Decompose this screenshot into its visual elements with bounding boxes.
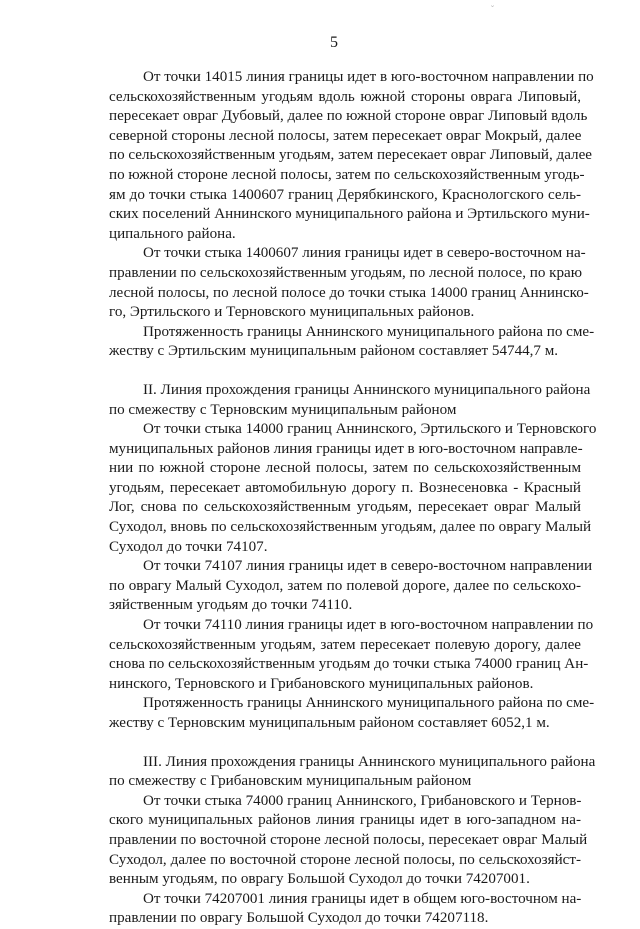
paragraph	[109, 323, 595, 362]
text-line: Суходол, вновь по сельскохозяйственным угодьям, далее по оврагу Малый	[109, 519, 592, 536]
document-body	[109, 68, 597, 929]
text-line: Протяженность границы Аннинского муниципального района по сме-	[143, 323, 595, 340]
paragraph	[109, 557, 593, 616]
section-heading	[109, 753, 596, 792]
text-line: правлении по оврагу Большой Суходол до точки 74207118.	[109, 910, 489, 927]
text-line: сельскохозяйственным угодьям вдоль южной стороны оврага Липовый,	[109, 88, 581, 105]
corner-mark: ˘	[491, 4, 494, 14]
text-line: Суходол до точки 74107.	[109, 538, 268, 555]
paragraph	[109, 694, 595, 733]
paragraph	[109, 792, 588, 890]
text-line: II. Линия прохождения границы Аннинского муниципального района	[143, 381, 591, 398]
text-line: пересекает овраг Дубовый, далее по южной стороне овраг Липовый вдоль	[109, 108, 588, 125]
text-line: го, Эртильского и Терновского муниципальных районов.	[109, 304, 475, 321]
paragraph	[109, 68, 594, 244]
text-line: правлении по восточной стороне лесной полосы, пересекает овраг Малый	[109, 831, 588, 848]
text-line: ских поселений Аннинского муниципального района и Эртильского муни-	[109, 206, 590, 223]
text-line: муниципальных районов линия границы идет в юго-восточном направле-	[109, 440, 583, 457]
text-line: по смежеству с Грибановским муниципальным районом	[109, 773, 472, 790]
text-line: по оврагу Малый Суходол, затем по полевой дороге, далее по сельскохо-	[109, 577, 581, 594]
paragraph	[109, 244, 589, 322]
text-line: От точки 74110 линия границы идет в юго-восточном направлении по	[143, 617, 594, 634]
text-line: правлении по сельскохозяйственным угодьям, по лесной полосе, по краю	[109, 264, 582, 281]
text-line: ского муниципальных районов линия границы идет в юго-западном на-	[109, 812, 581, 829]
text-line: От точки стыка 74000 границ Аннинского, Грибановского и Тернов-	[143, 792, 582, 809]
page-number: 5	[330, 34, 338, 51]
paragraph	[109, 890, 581, 929]
text-line: нинского, Терновского и Грибановского муниципальных районов.	[109, 675, 534, 692]
section-heading	[109, 381, 591, 420]
paragraph	[109, 616, 594, 694]
text-line: Протяженность границы Аннинского муниципального района по сме-	[143, 695, 595, 712]
text-line: жеству с Эртильским муниципальным районом составляет 54744,7 м.	[109, 343, 559, 360]
text-line: северной стороны лесной полосы, затем пересекает овраг Мокрый, далее	[109, 127, 582, 144]
paragraph	[109, 420, 597, 557]
text-line: От точки стыка 14000 границ Аннинского, Эртильского и Терновского	[143, 421, 597, 438]
text-line: От точки стыка 1400607 линия границы идет в северо-восточном на-	[143, 245, 586, 262]
text-line: III. Линия прохождения границы Аннинского муниципального района	[143, 753, 596, 770]
text-line: ципального района.	[109, 225, 236, 242]
text-line: по сельскохозяйственным угодьям, затем пересекает овраг Липовый, далее	[109, 147, 592, 164]
text-line: сельскохозяйственным угодьям, затем пересекает полевую дорогу, далее	[109, 636, 581, 653]
text-line: лесной полосы, по лесной полосе до точки стыка 14000 границ Аннинско-	[109, 284, 589, 301]
text-line: угодьям, пересекает автомобильную дорогу п. Вознесеновка - Красный	[109, 479, 581, 496]
text-line: ям до точки стыка 1400607 границ Дерябкинского, Краснологского сель-	[109, 186, 581, 203]
text-line: снова по сельскохозяйственным угодьям до точки стыка 74000 границ Ан-	[109, 656, 589, 673]
text-line: Суходол, далее по восточной стороне лесной полосы, по сельскохозяйст-	[109, 851, 581, 868]
text-line: От точки 74107 линия границы идет в северо-восточном направлении	[143, 558, 593, 575]
text-line: по южной стороне лесной полосы, затем по сельскохозяйственным угодь-	[109, 166, 585, 183]
text-line: венным угодьям, по оврагу Большой Суходол до точки 74207001.	[109, 871, 530, 888]
text-line: Лог, снова по сельскохозяйственным угодьям, пересекает овраг Малый	[109, 499, 581, 516]
text-line: От точки 14015 линия границы идет в юго-восточном направлении по	[143, 69, 594, 85]
text-line: по смежеству с Терновским муниципальным районом	[109, 401, 457, 418]
text-line: жеству с Терновским муниципальным районом составляет 6052,1 м.	[109, 715, 550, 731]
text-line: От точки 74207001 линия границы идет в общем юго-восточном на-	[143, 890, 582, 907]
text-line: зяйственным угодьям до точки 74110.	[109, 597, 353, 614]
text-line: нии по южной стороне лесной полосы, затем по сельскохозяйственным	[109, 460, 581, 477]
